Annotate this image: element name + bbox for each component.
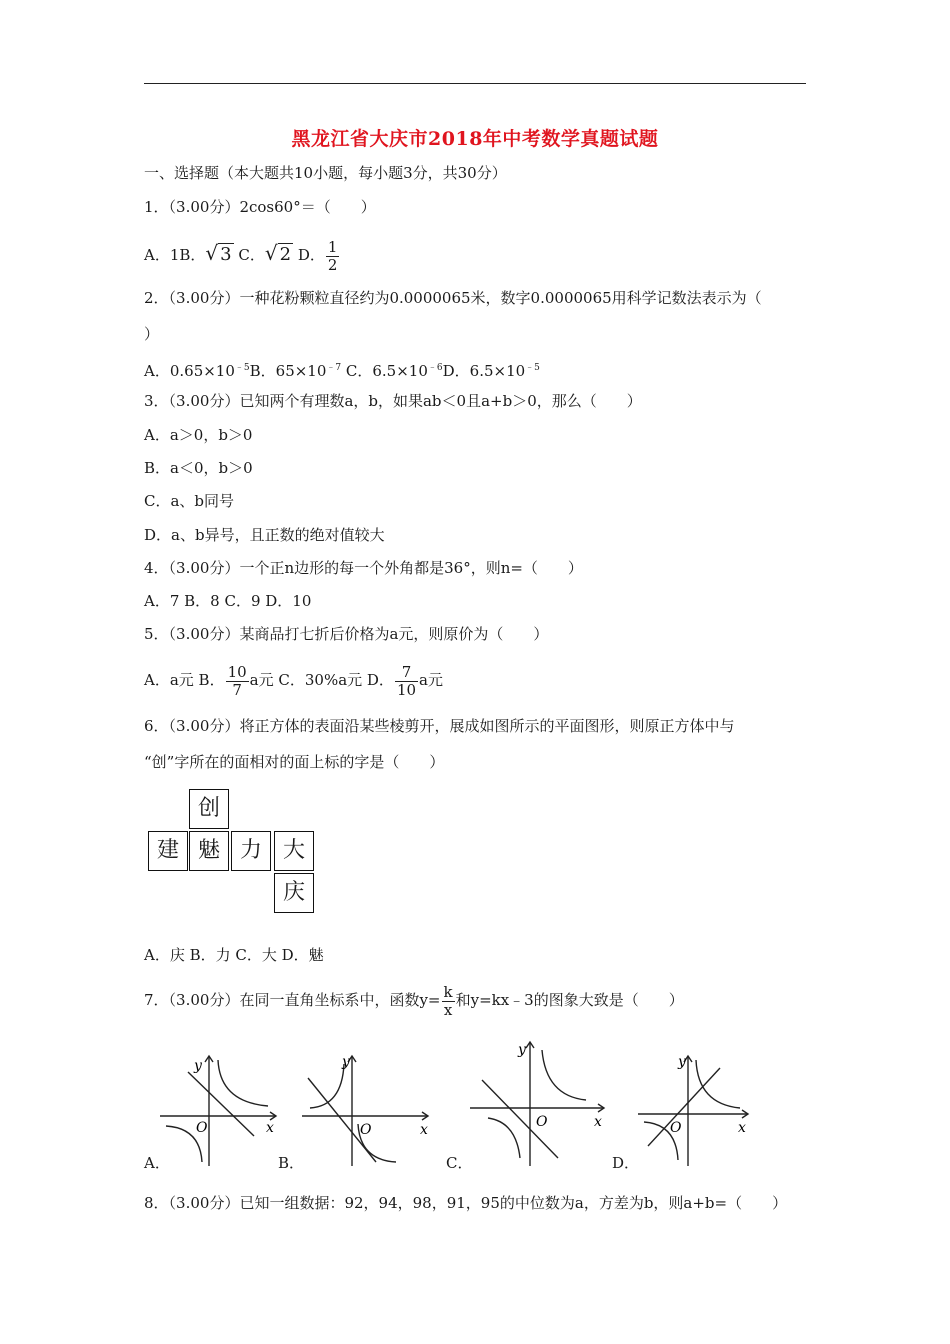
q3-option-d: D．a、b异号，且正数的绝对值较大 <box>144 526 385 544</box>
question-1-stem: 1．（3.00分）2cos60°＝（ ） <box>144 198 376 216</box>
q7d-axis-x: x <box>738 1120 746 1136</box>
q2-option-b-exp: ﹣7 <box>326 363 342 373</box>
q7-graph-b <box>300 1050 434 1168</box>
q7c-axis-x: x <box>594 1114 602 1130</box>
q7b-origin: O <box>360 1122 372 1138</box>
question-5-stem: 5．（3.00分）某商品打七折后价格为a元，则原价为（ ） <box>144 625 549 643</box>
question-7-stem <box>144 982 684 1019</box>
net-cell-mei: 魅 <box>189 831 229 871</box>
net-cell-li: 力 <box>231 831 271 871</box>
question-2-stem: 2．（3.00分）一种花粉颗粒直径约为0.0000065米，数字0.0000065用科学记数法表示为（ <box>144 289 762 307</box>
question-8-stem: 8．（3.00分）已知一组数据：92，94，98，91，95的中位数为a，方差为b，则a+b=（ ） <box>144 1194 788 1212</box>
question-6-stem-cont: “创”字所在的面相对的面上标的字是（ ） <box>144 753 445 771</box>
q2-option-d: D．6.5×10 <box>442 362 526 380</box>
q7-graph-a <box>160 1050 282 1168</box>
section-heading: 一、选择题（本大题共10小题，每小题3分，共30分） <box>144 164 507 182</box>
q7a-axis-y: y <box>194 1058 202 1074</box>
question-4-options: A．7 B．8 C．9 D．10 <box>144 592 312 610</box>
q1-option-b-label: B． <box>179 246 206 264</box>
question-5-options <box>144 662 443 699</box>
header-rule <box>144 83 806 84</box>
q7-stem-post: 和y=kx﹣3的图象大致是（ ） <box>455 991 684 1009</box>
q7-label-c: C． <box>446 1154 473 1172</box>
q1-option-a: A．1 <box>144 246 180 264</box>
q7-label-d: D． <box>612 1154 640 1172</box>
q5-option-d-tail: a元 <box>419 671 443 689</box>
q2-option-c-exp: ﹣6 <box>427 363 443 373</box>
q7-graph-d <box>636 1050 754 1168</box>
q1-option-d-fraction: $\frac{1}{2}$ <box>327 237 338 274</box>
q3-option-c: C．a、b同号 <box>144 492 235 510</box>
q2-option-c: C．6.5×10 <box>341 362 428 380</box>
question-2-options <box>144 358 540 381</box>
q7-label-b: B． <box>278 1154 305 1172</box>
q7b-axis-y: y <box>342 1054 350 1070</box>
page-title: 黑龙江省大庆市2018年中考数学真题试题 <box>291 128 659 150</box>
q7a-axis-x: x <box>266 1120 274 1136</box>
q7d-axis-y: y <box>678 1054 686 1070</box>
q7-stem-pre: 7．（3.00分）在同一直角坐标系中，函数y= <box>144 991 441 1009</box>
q7c-origin: O <box>536 1114 548 1130</box>
question-6-options: A．庆 B．力 C．大 D．魅 <box>144 946 324 964</box>
net-cell-jian: 建 <box>148 831 188 871</box>
net-cell-chuang: 创 <box>189 789 229 829</box>
q2-option-a: A．0.65×10 <box>144 362 235 380</box>
net-cell-da: 大 <box>274 831 314 871</box>
question-4-stem: 4．（3.00分）一个正n边形的每一个外角都是36°，则n=（ ） <box>144 559 583 577</box>
question-3-stem: 3．（3.00分）已知两个有理数a，b，如果ab＜0且a+b＞0，那么（ ） <box>144 392 642 410</box>
q5-option-a: A．a元 B． <box>144 671 225 689</box>
q5-option-b-tail: a元 C．30%a元 D． <box>249 671 394 689</box>
q1-option-c-label: C． <box>233 246 265 264</box>
q1-option-c-sqrt: √ 2 <box>264 241 292 265</box>
q1-option-b-sqrt: √ 3 <box>205 241 232 265</box>
q7-label-a: A． <box>144 1154 170 1172</box>
q2-option-a-exp: ﹣5 <box>234 363 250 373</box>
q3-option-b: B．a＜0，b＞0 <box>144 459 253 477</box>
q2-option-d-exp: ﹣5 <box>525 363 540 373</box>
q5-option-d-fraction: $\frac{7}{10}$ <box>396 662 417 699</box>
q7d-origin: O <box>670 1120 682 1136</box>
q7-fraction: $\frac{k}{x}$ <box>443 982 453 1019</box>
q7a-origin: O <box>196 1120 208 1136</box>
q7b-axis-x: x <box>420 1122 428 1138</box>
q1-option-d-label: D． <box>293 246 325 264</box>
q7c-axis-y: y <box>518 1042 526 1058</box>
question-2-stem-cont: ） <box>144 325 160 343</box>
question-1-options <box>144 238 340 274</box>
q2-option-b: B．65×10 <box>249 362 327 380</box>
q3-option-a: A．a＞0，b＞0 <box>144 426 253 444</box>
net-cell-qing: 庆 <box>274 873 314 913</box>
question-6-stem: 6．（3.00分）将正方体的表面沿某些棱剪开，展成如图所示的平面图形，则原正方体中与 <box>144 717 735 735</box>
q7-graph-c <box>466 1038 608 1168</box>
q5-option-b-fraction: $\frac{10}{7}$ <box>227 662 247 699</box>
